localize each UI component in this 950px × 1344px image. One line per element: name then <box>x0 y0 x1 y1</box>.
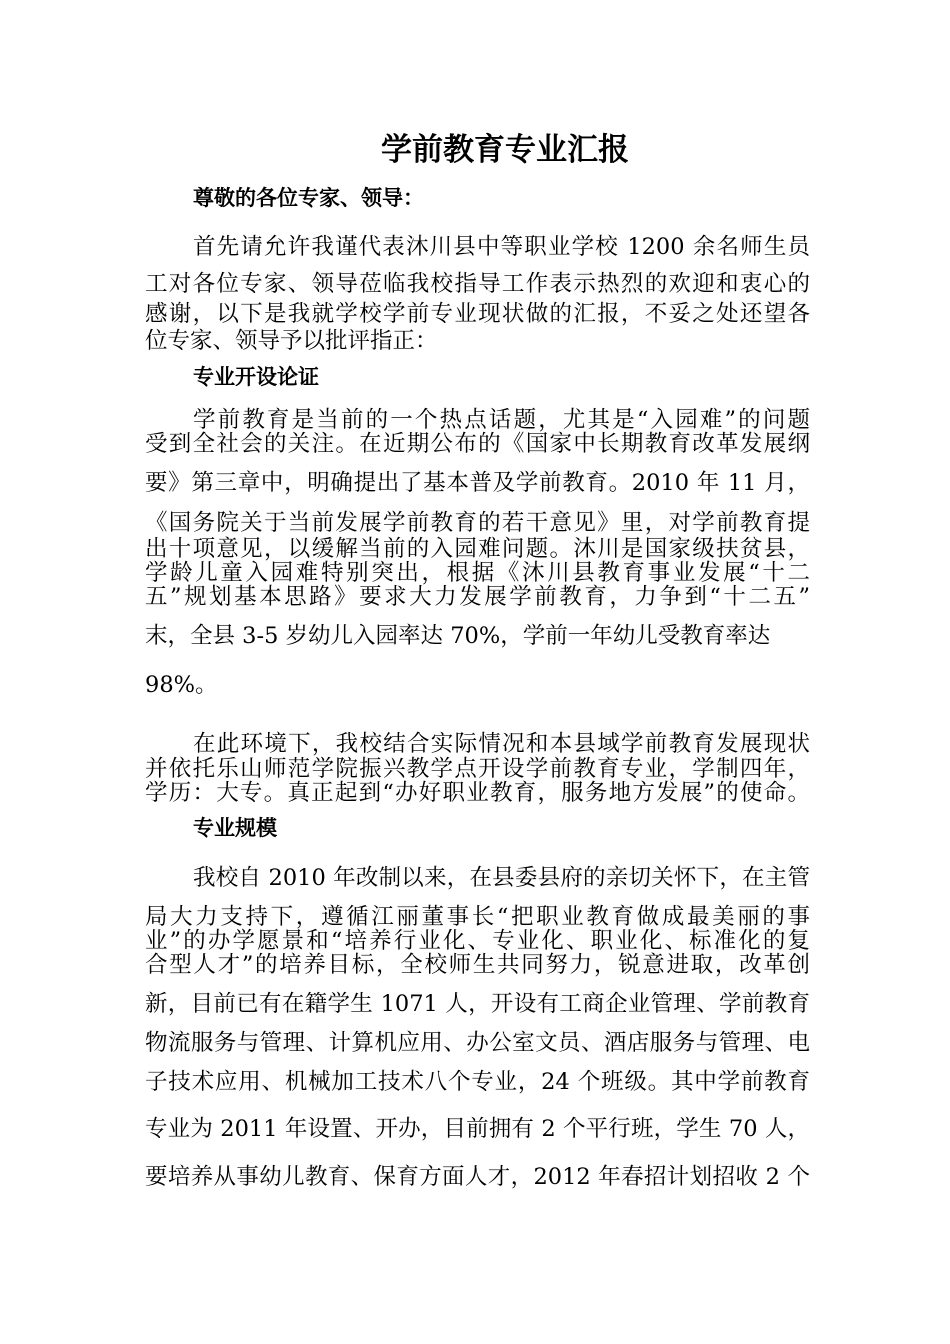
paragraph-line: 五”规划基本思路》要求大力发展学前教育，力争到“十二五” <box>145 584 810 610</box>
intro-line: 首先请允许我谨代表沐川县中等职业学校 1200 余名师生员 <box>193 234 810 260</box>
intro-line: 工对各位专家、领导莅临我校指导工作表示热烈的欢迎和衷心的 <box>145 271 810 297</box>
section-heading-rationale: 专业开设论证 <box>193 365 319 389</box>
paragraph-line: 业”的办学愿景和“培养行业化、专业化、职业化、标准化的复 <box>145 928 810 954</box>
paragraph-line: 要培养从事幼儿教育、保育方面人才，2012 年春招计划招收 2 个 <box>145 1164 810 1190</box>
paragraph-line: 学历：大专。真正起到“办好职业教育，服务地方发展”的使命。 <box>145 780 810 806</box>
intro-line: 位专家、领导予以批评指正： <box>145 328 438 354</box>
paragraph-line: 末，全县 3-5 岁幼儿入园率达 70%，学前一年幼儿受教育率达 <box>145 623 771 649</box>
paragraph-line: 在此环境下，我校结合实际情况和本县域学前教育发展现状 <box>193 731 810 757</box>
paragraph-line: 合型人才”的培养目标，全校师生共同努力，锐意进取，改革创 <box>145 952 810 978</box>
section-heading-scale: 专业规模 <box>193 816 277 840</box>
paragraph-line: 学龄儿童入园难特别突出，根据《沐川县教育事业发展“十二 <box>145 560 810 586</box>
paragraph-line: 受到全社会的关注。在近期公布的《国家中长期教育改革发展纲 <box>145 431 810 457</box>
paragraph-line: 出十项意见，以缓解当前的入园难问题。沐川是国家级扶贫县， <box>145 536 810 562</box>
paragraph-line: 专业为 2011 年设置、开办，目前拥有 2 个平行班，学生 70 人， <box>145 1116 810 1142</box>
greeting: 尊敬的各位专家、领导： <box>193 186 424 210</box>
paragraph-line: 局大力支持下，遵循江丽董事长“把职业教育做成最美丽的事 <box>145 904 810 930</box>
paragraph-line: 物流服务与管理、计算机应用、办公室文员、酒店服务与管理、电 <box>145 1030 810 1056</box>
paragraph-line: 98%。 <box>145 672 218 698</box>
paragraph-line: 要》第三章中，明确提出了基本普及学前教育。2010 年 11 月， <box>145 470 810 496</box>
paragraph-line: 我校自 2010 年改制以来，在县委县府的亲切关怀下，在主管 <box>193 865 810 891</box>
paragraph-line: 并依托乐山师范学院振兴教学点开设学前教育专业，学制四年， <box>145 756 810 782</box>
paragraph-line: 子技术应用、机械加工技术八个专业，24 个班级。其中学前教育 <box>145 1069 810 1095</box>
document-title: 学前教育专业汇报 <box>381 132 629 168</box>
paragraph-line: 新，目前已有在籍学生 1071 人，开设有工商企业管理、学前教育 <box>145 991 810 1017</box>
paragraph-line: 《国务院关于当前发展学前教育的若干意见》里，对学前教育提 <box>145 510 810 536</box>
intro-line: 感谢，以下是我就学校学前专业现状做的汇报，不妥之处还望各 <box>145 301 810 327</box>
paragraph-line: 学前教育是当前的一个热点话题，尤其是“入园难”的问题 <box>193 407 810 433</box>
